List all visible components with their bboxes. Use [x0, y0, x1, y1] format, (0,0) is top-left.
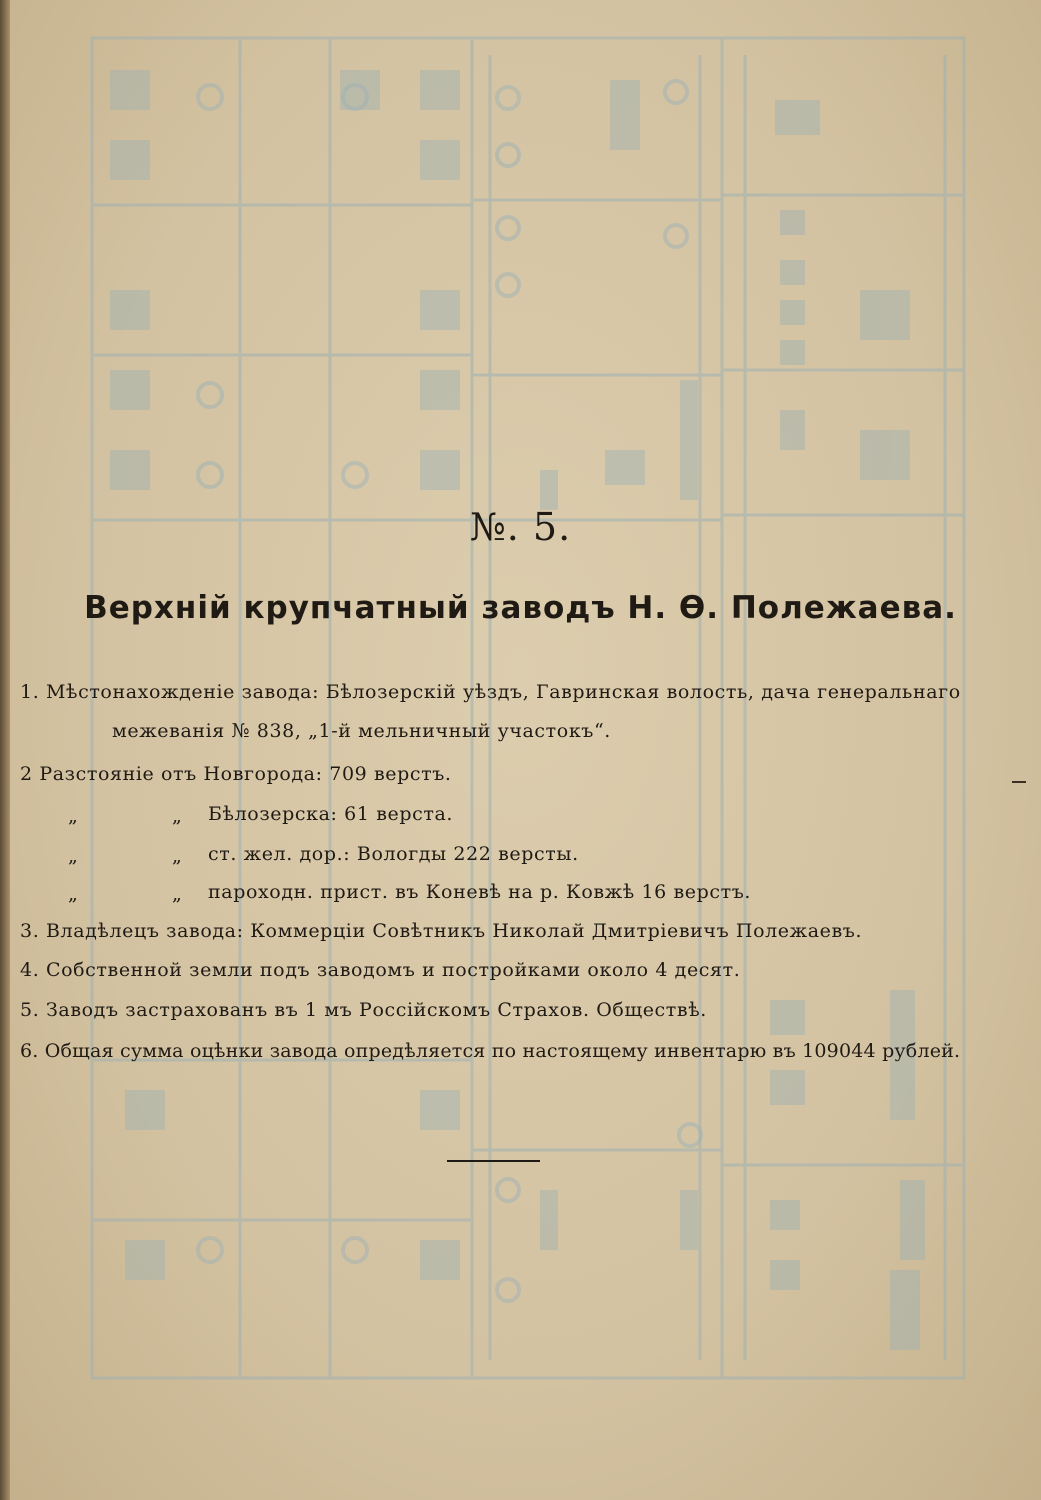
item-2-line-2: Бѣлозерска: 61 верста. [208, 803, 454, 825]
item-1-line-2: межеванія № 838, „1-й мельничный участокъ“. [112, 720, 611, 742]
ditto-mark: „ [68, 845, 78, 867]
item-2-line-1: 2 Разстояніе отъ Новгорода: 709 верстъ. [20, 763, 452, 785]
item-1-line-1: 1. Мѣстонахожденіе завода: Бѣлозерскій уѣздъ, Гавринская волость, дача генеральнаго [20, 681, 961, 703]
item-5: 5. Заводъ застрахованъ въ 1 мъ Россійскомъ Страхов. Обществѣ. [20, 999, 707, 1021]
ditto-mark: „ [68, 805, 78, 827]
item-4: 4. Собственной земли подъ заводомъ и постройками около 4 десят. [20, 959, 741, 981]
ditto-mark: „ [68, 883, 78, 905]
document-number: №. 5. [469, 505, 572, 549]
margin-mark [1012, 781, 1026, 783]
ditto-mark: „ [172, 845, 182, 867]
item-3: 3. Владѣлецъ завода: Коммерціи Совѣтникъ Николай Дмитріевичъ Полежаевъ. [20, 920, 863, 942]
item-2-line-4: пароходн. прист. въ Коневѣ на р. Ковжѣ 16 верстъ. [208, 881, 752, 903]
closing-rule [447, 1160, 540, 1162]
ditto-mark: „ [172, 883, 182, 905]
ditto-mark: „ [172, 805, 182, 827]
item-6: 6. Общая сумма оцѣнки завода опредѣляется по настоящему инвентарю въ 109044 рублей. [20, 1040, 961, 1062]
document-title: Верхній крупчатный заводъ Н. Ѳ. Полежаева. [84, 590, 957, 626]
item-2-line-3: ст. жел. дор.: Вологды 222 версты. [208, 843, 579, 865]
